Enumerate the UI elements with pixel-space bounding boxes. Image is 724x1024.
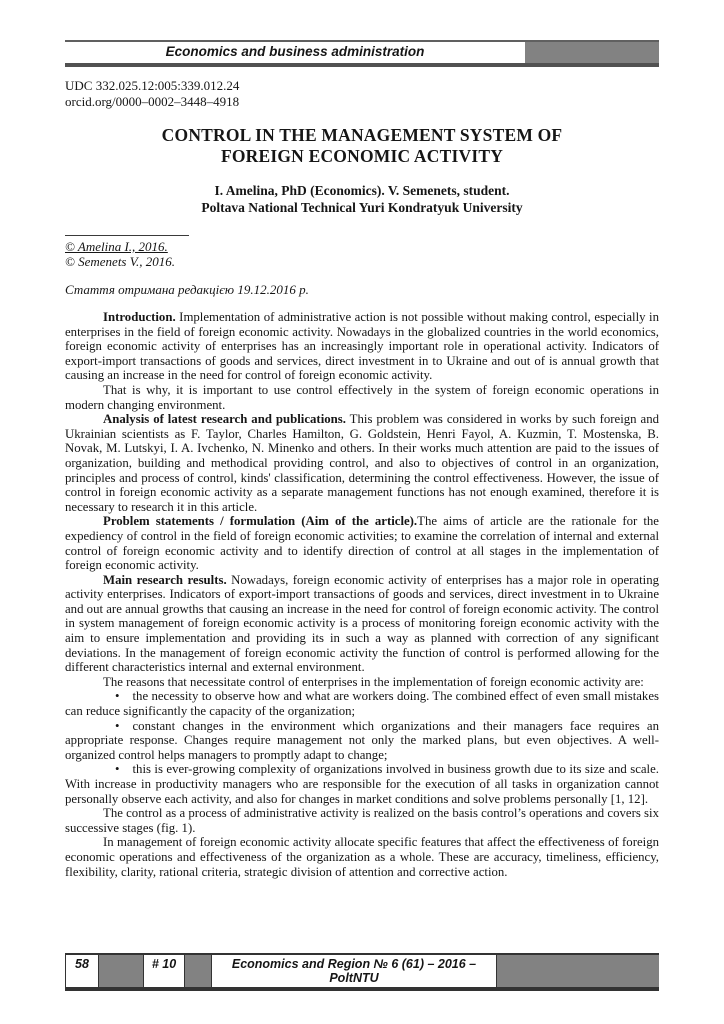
header-band: [65, 40, 659, 67]
bullet-text: constant changes in the environment which organizations and their managers face requires an appropriate response. Changes require management not only the marked plans, but even objectives. A well-organized control helps managers to promptly adapt to change;: [65, 718, 659, 762]
page-title: [65, 125, 659, 167]
footer-page-number: 58: [65, 955, 99, 987]
footer-issue-number: # 10: [143, 955, 185, 987]
bullet-item: [65, 689, 659, 718]
title-line-2: FOREIGN ECONOMIC ACTIVITY: [220, 146, 504, 166]
header-gray-block: [525, 42, 659, 63]
paragraph-problem-statement: [65, 514, 659, 572]
bullet-text: the necessity to observe how and what are workers doing. The combined effect of even small mistakes can reduce significantly the capacity of the organization;: [65, 689, 659, 719]
bullet-glyph: •: [115, 689, 120, 704]
paragraph-analysis: [65, 412, 659, 514]
page-content: [65, 78, 659, 879]
copyright-line-1: © Amelina I., 2016.: [65, 239, 168, 254]
bullet-item: [65, 762, 659, 806]
copyright-line-2: © Semenets V., 2016.: [65, 254, 176, 269]
paragraph-text: The reasons that necessitate control of enterprises in the implementation of foreign economic activity are:: [103, 674, 644, 689]
footnote-rule: [65, 235, 189, 236]
paragraph: [65, 383, 659, 412]
paragraph-control-stages: [65, 806, 659, 835]
footer-gray-block: [185, 955, 211, 987]
udc-code: UDC 332.025.12:005:339.012.24: [65, 78, 240, 93]
paragraph-lead: Introduction.: [103, 310, 176, 324]
authors-block: [65, 183, 659, 216]
title-line-1: CONTROL IN THE MANAGEMENT SYSTEM OF: [161, 125, 563, 145]
footer-gray-block: [99, 955, 143, 987]
paragraph-text: Nowadays, foreign economic activity of enterprises has a major role in operating activity enterprises. Indicators of export-import transactions of goods and services, direct investment in to Ukraine and out are annual growths that causing an increase in the need for control of foreign economic activity. The control in system management of foreign economic activity is a process of monitoring foreign economic activity with the aim to ensure implementation and providing its in such a way as planned with correction of any significant deviations. In the management of foreign economic activity the function of control is performed allowing for the different characteristics internal and external environment.: [65, 572, 659, 675]
bullet-item: [65, 719, 659, 763]
article-meta: [65, 78, 659, 110]
received-date-line: Стаття отримана редакцією 19.12.2016 р.: [65, 282, 309, 297]
footer-journal-line: Economics and Region № 6 (61) – 2016 – PoltNTU: [211, 955, 497, 987]
footer-gray-block: [497, 955, 659, 987]
orcid-id: orcid.org/0000–0002–3448–4918: [65, 94, 240, 109]
paragraph-text: The aims of article are the rationale for the expediency of control in the field of foreign economic activities; to examine the correlation of internal and external control of foreign economic activity and to identify direction of control at all stages in the implementation of foreign economic activity.: [65, 514, 659, 573]
paragraph-main-results: [65, 573, 659, 675]
bullet-text: this is ever-growing complexity of organizations involved in business growth due to its size and scale. With increase in productivity managers who are responsible for the execution of all tasks in organization cannot personally observe each activity, and also for changes in market conditions and solve problems personally [1, 12].: [65, 762, 659, 806]
paragraph-specific-features: [65, 835, 659, 879]
bullet-glyph: •: [115, 762, 120, 777]
article-body: [65, 310, 659, 879]
paragraph-lead: Main research results.: [103, 572, 227, 587]
paragraph-text: Implementation of administrative action is not possible without making control, especially in enterprises in the field of foreign economic activity. Nowadays in the globalized countries in the world economics, foreign economic activity of enterprises has an increasingly important role in operational activity. Indicators of export-import transactions of goods and services, direct investment in to Ukraine and out of is annual growth that causing an increase in the need for control of foreign economic activity.: [65, 310, 659, 383]
paragraph-text: In management of foreign economic activity allocate specific features that affect the effectiveness of foreign economic operations and effectiveness of the organization as a whole. These are accuracy, timeliness, efficiency, flexibility, clarity, rational criteria, strategic division of attention and corrective action.: [65, 835, 659, 879]
section-title: Economics and business administration: [65, 42, 525, 63]
author-affiliation: Poltava National Technical Yuri Kondratyuk University: [201, 199, 523, 215]
paragraph-lead: Analysis of latest research and publications.: [103, 412, 346, 427]
paragraph-text: The control as a process of administrative activity is realized on the basis control’s operations and covers six successive stages (fig. 1).: [65, 806, 659, 835]
paragraph-text: That is why, it is important to use control effectively in the system of foreign economic operations in modern changing environment.: [65, 382, 659, 412]
paragraph-lead: Problem statements / formulation (Aim of the article).: [103, 514, 418, 529]
paragraph-reasons: [65, 675, 659, 690]
bullet-glyph: •: [115, 718, 120, 733]
author-names: I. Amelina, PhD (Economics). V. Semenets, student.: [214, 183, 510, 198]
paragraph-text: This problem was considered in works by such foreign and Ukrainian scientists as F. Taylor, Charles Hamilton, G. Goldstein, Henri Fayol, A. Kuzmin, T. Mostenska, B. Novak, M. Lutskyi, I. A. Ivchenko, N. Minenko and others. In their works much attention are paid to the issues of organization, building and methodical providing control, and also to objectives of control in an organization, principles and process of control, kinds' classification, determining the control effectiveness. However, the issue of control in foreign economic activity as a separate management functions has not enough examined, therefore it is necessary to research it in this article.: [65, 412, 659, 514]
footer-band: [65, 953, 659, 991]
paragraph-introduction: [65, 310, 659, 383]
copyright-block: [65, 239, 659, 269]
